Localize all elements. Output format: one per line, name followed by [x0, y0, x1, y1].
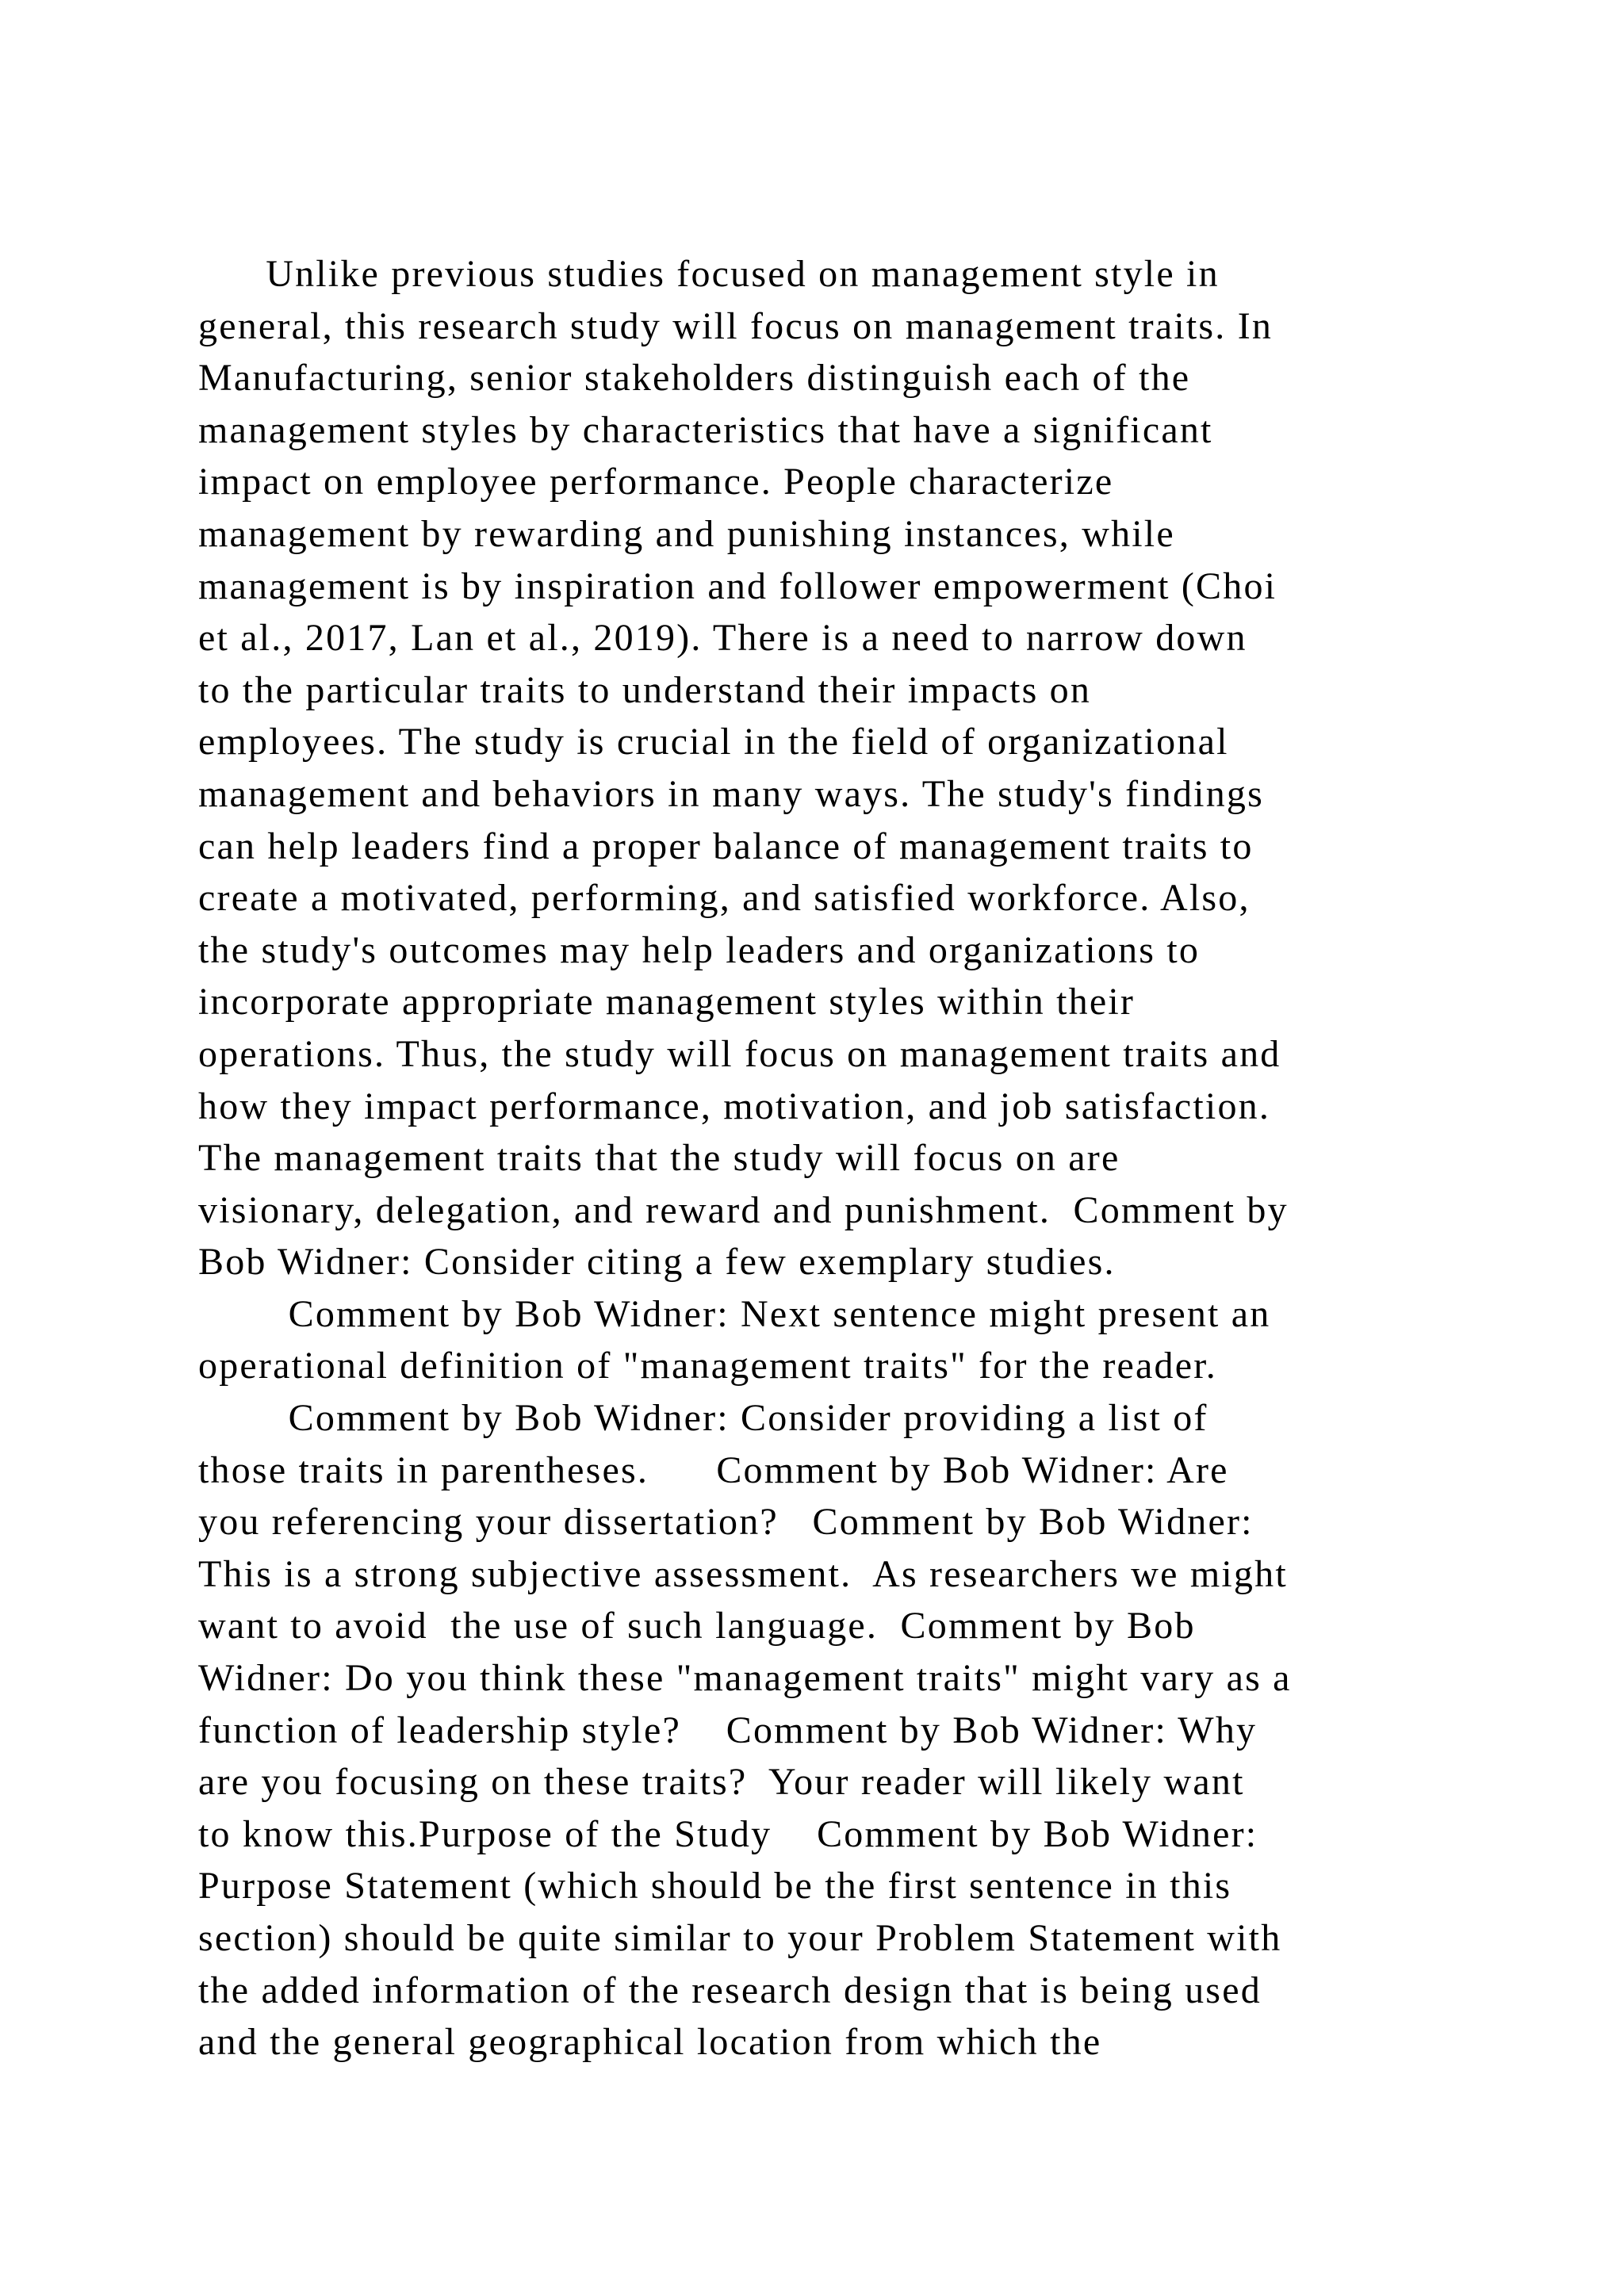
text-line: Bob Widner: Consider citing a few exemplary studies. — [198, 1241, 1116, 1284]
text-line: to the particular traits to understand their impacts on — [198, 668, 1092, 711]
text-line: management and behaviors in many ways. The study's findings — [198, 772, 1265, 815]
text-line: and the general geographical location from which the — [198, 2021, 1102, 2064]
text-line: can help leaders find a proper balance of management traits to — [198, 825, 1254, 867]
text-line: to know this.Purpose of the Study Comment by Bob Widner: — [198, 1812, 1258, 1855]
text-line: This is a strong subjective assessment. As researchers we might — [198, 1552, 1288, 1595]
text-line: general, this research study will focus on management traits. In — [198, 304, 1274, 347]
text-line: Comment by Bob Widner: Consider providing a list of — [198, 1397, 1208, 1440]
text-line: Comment by Bob Widner: Next sentence might present an — [198, 1292, 1271, 1335]
text-line: management is by inspiration and follower empowerment (Choi — [198, 564, 1277, 607]
text-line: Manufacturing, senior stakeholders distinguish each of the — [198, 357, 1191, 400]
text-line: the study's outcomes may help leaders and organizations to — [198, 928, 1201, 971]
text-line: are you focusing on these traits? Your reader will likely want — [198, 1761, 1245, 1804]
text-line: operational definition of "management traits" for the reader. — [198, 1345, 1217, 1387]
text-line: visionary, delegation, and reward and punishment. Comment by — [198, 1188, 1289, 1231]
text-line: operations. Thus, the study will focus on management traits and — [198, 1032, 1281, 1075]
text-line: you referencing your dissertation? Comment by Bob Widner: — [198, 1501, 1254, 1544]
text-line: incorporate appropriate management styles within their — [198, 981, 1136, 1024]
text-line: employees. The study is crucial in the field of organizational — [198, 721, 1229, 763]
text-line: those traits in parentheses. Comment by Bob Widner: Are — [198, 1448, 1229, 1491]
text-line: Widner: Do you think these "management traits" might vary as a — [198, 1657, 1292, 1700]
text-line: function of leadership style? Comment by Bob Widner: Why — [198, 1709, 1258, 1751]
text-line: the added information of the research design that is being used — [198, 1969, 1262, 2011]
text-line: create a motivated, performing, and satisfied workforce. Also, — [198, 877, 1251, 920]
text-line: management styles by characteristics that have a significant — [198, 408, 1213, 451]
text-line: management by rewarding and punishing instances, while — [198, 512, 1175, 555]
text-line: et al., 2017, Lan et al., 2019). There is a need to narrow down — [198, 617, 1247, 660]
text-line: want to avoid the use of such language. Comment by Bob — [198, 1605, 1196, 1647]
text-line: Unlike previous studies focused on management style in — [198, 253, 1220, 295]
text-line: The management traits that the study will focus on are — [198, 1137, 1120, 1180]
text-line: how they impact performance, motivation, and job satisfaction. — [198, 1085, 1271, 1127]
document-body-text — [198, 248, 1435, 2068]
text-line: section) should be quite similar to your Problem Statement with — [198, 1917, 1282, 1959]
text-line: impact on employee performance. People characterize — [198, 461, 1114, 503]
text-line: Purpose Statement (which should be the first sentence in this — [198, 1865, 1232, 1908]
